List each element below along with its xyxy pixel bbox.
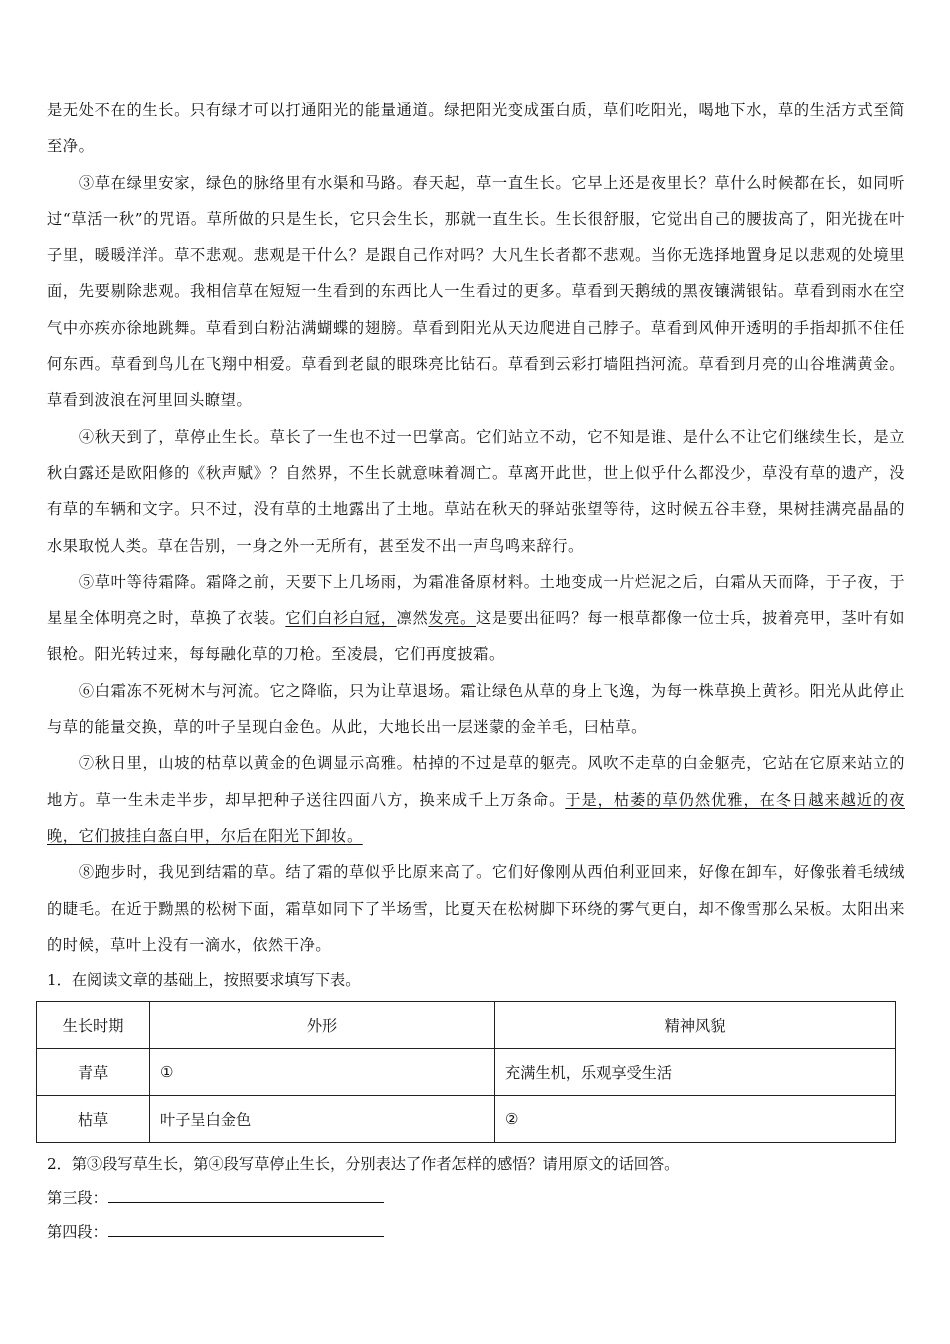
answer-label-4: 第四段： [47, 1223, 108, 1242]
table-cell: 叶子呈白金色 [150, 1096, 495, 1143]
table-cell: 枯草 [37, 1096, 150, 1143]
question-2: 2．第③段写草生长，第④段写草停止生长，分别表达了作者怎样的感悟？请用原文的话回答。 [47, 1155, 680, 1174]
table-header-cell: 精神风貌 [495, 1002, 896, 1049]
document-page [47, 92, 905, 1249]
paragraph-4: ④秋天到了，草停止生长。草长了一生也不过一巴掌高。它们站立不动，它不知是谁、是什么不让它们继续生长，是立秋白露还是欧阳修的《秋声赋》？自然界，不生长就意味着凋亡。草离开此世，世上似乎什么都没少，草没有草的遗产，没有草的车辆和文字。只不过，没有草的土地露出了土地。草站在秋天的驿站张望等待，这时候五谷丰登，果树挂满亮晶晶的水果取悦人类。草在告别，一身之外一无所有，甚至发不出一声鸟鸣来辞行。 [47, 427, 905, 555]
paragraph-7 [47, 745, 905, 854]
table-header-cell: 外形 [150, 1002, 495, 1049]
answer-label-3: 第三段： [47, 1189, 108, 1208]
answer-line-4 [47, 1215, 905, 1249]
paragraph-5-text-m: 凛然 [396, 609, 429, 628]
answer-blank-3[interactable] [108, 1188, 384, 1203]
paragraph-6: ⑥白霜冻不死树木与河流。它之降临，只为让草退场。霜让绿色从草的身上飞逸，为每一株草换上黄衫。阳光从此停止与草的能量交换，草的叶子呈现白金色。从此，大地长出一层迷蒙的金羊毛，曰枯草。 [47, 681, 905, 737]
table-header-row [37, 1002, 896, 1049]
paragraph-5-text-b: 这是要出征吗？每一根草都像一位士兵，披着亮甲，茎叶有如银枪。阳光转过来，每每融化草的刀枪。至凌晨，它们再度披霜。 [47, 609, 905, 664]
answer-table [36, 1001, 896, 1143]
underlined-sentence-5a: 它们白衫白冠， [285, 609, 397, 628]
table-row [37, 1096, 896, 1143]
paragraph-continued: 是无处不在的生长。只有绿才可以打通阳光的能量通道。绿把阳光变成蛋白质，草们吃阳光，喝地下水，草的生活方式至简至净。 [47, 101, 905, 156]
table-cell: 青草 [37, 1049, 150, 1096]
table-cell-answer-blank[interactable]: ② [495, 1096, 896, 1143]
answer-line-3 [47, 1181, 905, 1215]
answer-blank-4[interactable] [108, 1222, 384, 1237]
paragraph-3: ③草在绿里安家，绿色的脉络里有水渠和马路。春天起，草一直生长。它早上还是夜里长？草什么时候都在长，如同听过“草活一秋”的咒语。草所做的只是生长，它只会生长，那就一直生长。生长很舒服，它觉出自己的腰拔高了，阳光拢在叶子里，暖暖洋洋。草不悲观。悲观是干什么？是跟自己作对吗？大凡生长者都不悲观。当你无选择地置身足以悲观的处境里面，先要剔除悲观。我相信草在短短一生看到的东西比人一生看过的更多。草看到天鹅绒的黑夜镶满银钻。草看到雨水在空气中亦疾亦徐地跳舞。草看到白粉沾满蝴蝶的翅膀。草看到阳光从天边爬进自己脖子。草看到风伸开透明的手指却抓不住任何东西。草看到鸟儿在飞翔中相爱。草看到老鼠的眼珠亮比钻石。草看到云彩打墙阻挡河流。草看到月亮的山谷堆满黄金。草看到波浪在河里回头瞭望。 [47, 173, 905, 410]
underlined-sentence-7: 于是，枯萎的草仍然优雅，在冬日越来越近的夜晚，它们披挂白盔白甲，尔后在阳光下卸妆。 [47, 790, 905, 845]
table-cell: 充满生机，乐观享受生活 [495, 1049, 896, 1096]
paragraph-5-text-a: ⑤草叶等待霜降。霜降之前，天要下上几场雨，为霜准备原材料。土地变成一片烂泥之后，白霜从天而降，于子夜，于星星全体明亮之时，草换了衣装。 [47, 572, 905, 628]
underlined-sentence-5b: 发亮。 [428, 609, 477, 628]
paragraph-7-text: ⑦秋日里，山坡的枯草以黄金的色调显示高雅。枯掉的不过是草的躯壳。风吹不走草的白金躯壳，它站在它原来站立的地方。草一生未走半步，却早把种子送往四面八方，换来成千上万条命。 [47, 754, 905, 809]
table-cell-answer-blank[interactable]: ① [150, 1049, 495, 1096]
question-1: 1．在阅读文章的基础上，按照要求填写下表。 [47, 971, 361, 990]
table-row [37, 1049, 896, 1096]
paragraph-8: ⑧跑步时，我见到结霜的草。结了霜的草似乎比原来高了。它们好像刚从西伯利亚回来，好像在卸车，好像张着毛绒绒的睫毛。在近于黝黑的松树下面，霜草如同下了半场雪，比夏天在松树脚下环绕的雾气更白，却不像雪那么呆板。太阳出来的时候，草叶上没有一滴水，依然干净。 [47, 863, 905, 954]
table-header-cell: 生长时期 [37, 1002, 150, 1049]
paragraph-5 [47, 564, 905, 673]
